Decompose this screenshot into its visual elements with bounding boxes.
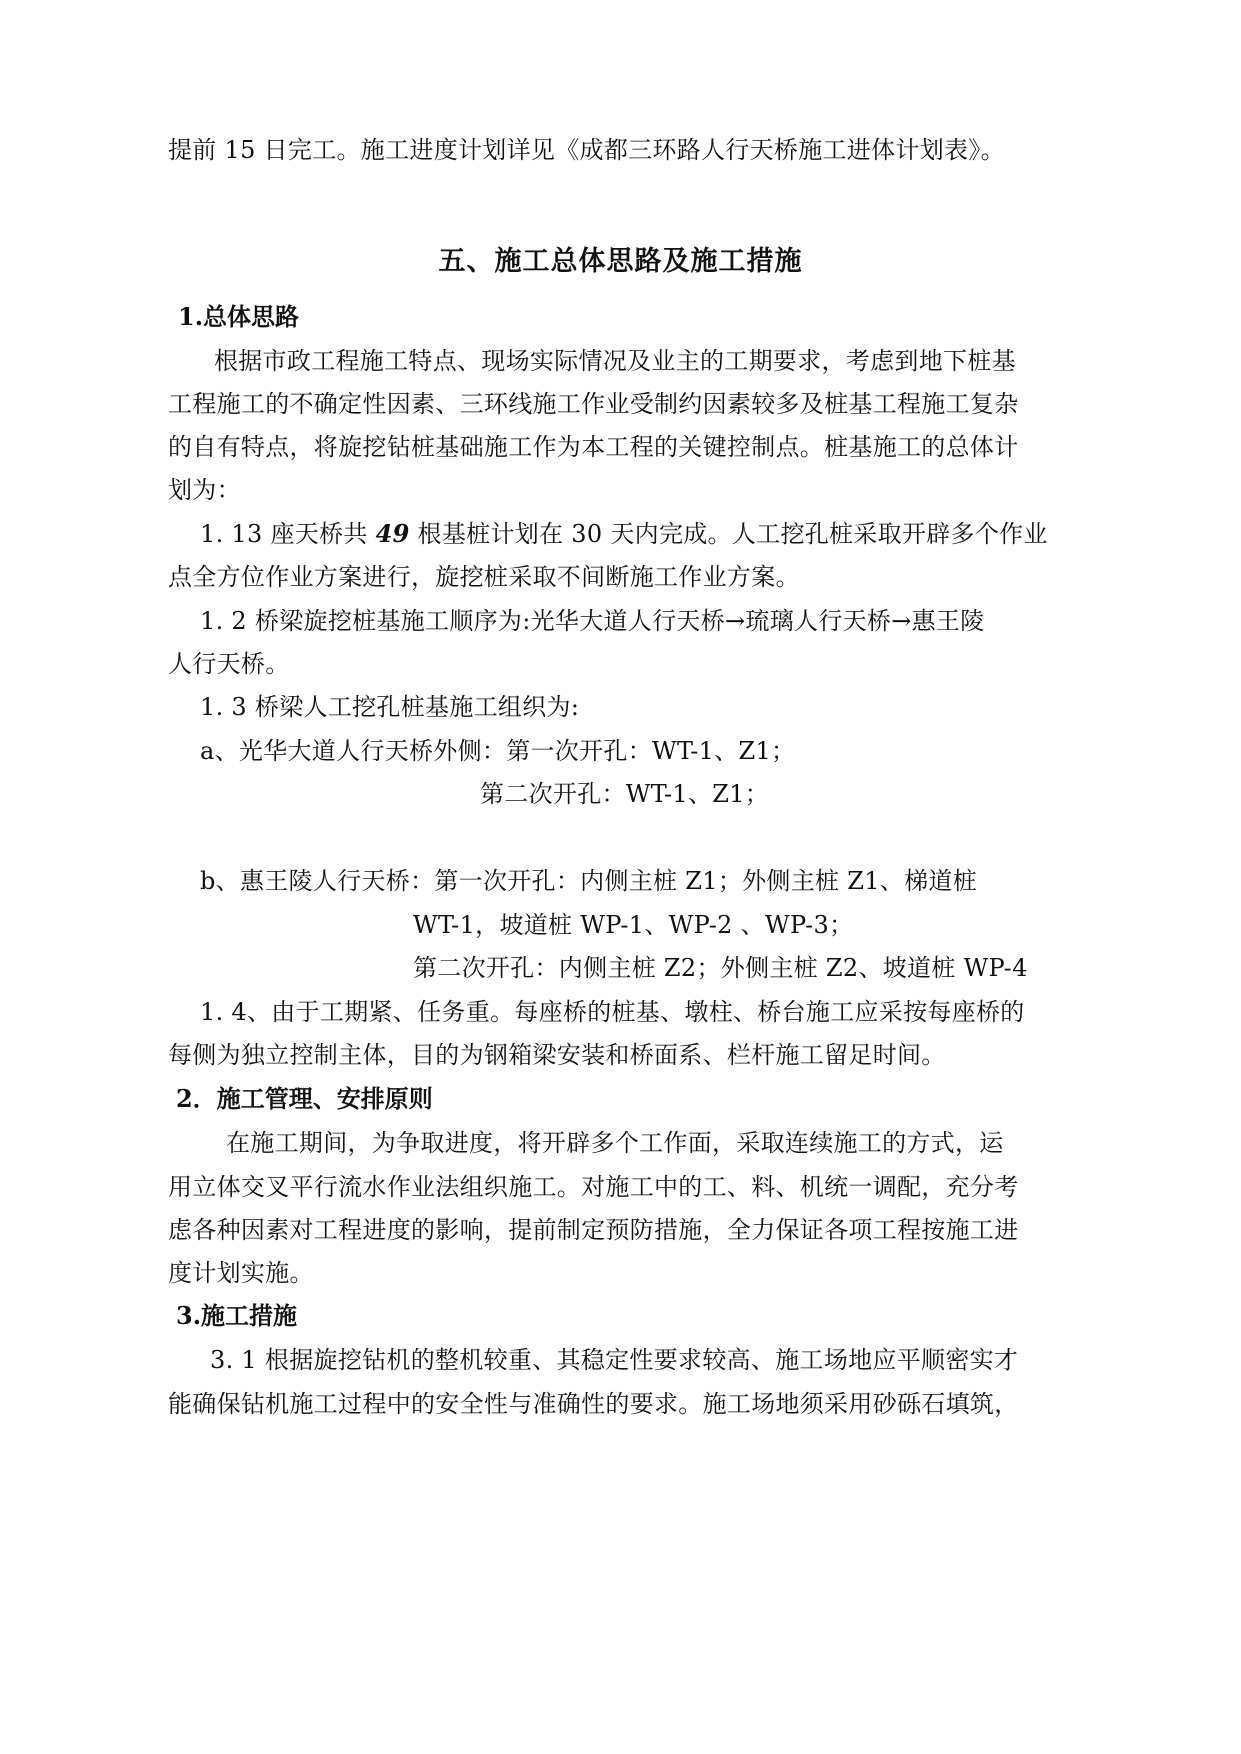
intro-line: 提前 15 日完工。施工进度计划详见《成都三环路人行天桥施工进体计划表》。 <box>168 136 1005 164</box>
item-b-line-3: 第二次开孔：内侧主桩 Z2；外侧主桩 Z2、坡道桩 WP-4 <box>413 954 1028 982</box>
item-1-1-post: 根基桩计划在 30 天内完成。人工挖孔桩采取开辟多个作业 <box>409 520 1048 548</box>
section-1-heading: 1.总体思路 <box>178 302 300 331</box>
item-1-2: 1. 2 桥梁旋挖桩基施工顺序为:光华大道人行天桥→琉璃人行天桥→惠王陵 <box>200 607 985 635</box>
s1-para-line-4: 划为： <box>168 476 241 504</box>
s2-para-line-2: 用立体交叉平行流水作业法组织施工。对施工中的工、料、机统一调配，充分考 <box>168 1173 1019 1201</box>
s2-para-line-1: 在施工期间，为争取进度，将开辟多个工作面，采取连续施工的方式，运 <box>226 1129 1004 1157</box>
item-a-line-2: 第二次开孔：WT-1、Z1； <box>480 780 770 808</box>
item-1-1-pre: 1. 13 座天桥共 <box>200 520 376 548</box>
item-1-4-cont: 每侧为独立控制主体，目的为钢箱梁安装和桥面系、栏杆施工留足时间。 <box>168 1041 946 1069</box>
item-1-3: 1. 3 桥梁人工挖孔桩基施工组织为: <box>200 693 580 721</box>
s3-para-line-1: 3. 1 根据旋挖钻机的整机较重、其稳定性要求较高、施工场地应平顺密实才 <box>210 1346 1019 1374</box>
s1-para-line-1: 根据市政工程施工特点、现场实际情况及业主的工期要求，考虑到地下桩基 <box>214 347 1016 375</box>
item-1-1-count: 49 <box>375 519 410 548</box>
item-1-1 <box>200 517 1048 551</box>
item-b-line-1: b、惠王陵人行天桥：第一次开孔：内侧主桩 Z1；外侧主桩 Z1、梯道桩 <box>200 867 978 895</box>
item-a-line-1: a、光华大道人行天桥外侧：第一次开孔：WT-1、Z1； <box>200 737 796 765</box>
s1-para-line-2: 工程施工的不确定性因素、三环线施工作业受制约因素较多及桩基工程施工复杂 <box>168 390 1019 418</box>
section-3-heading: 3.施工措施 <box>176 1301 298 1330</box>
item-1-2-cont: 人行天桥。 <box>168 650 290 678</box>
item-1-4: 1. 4、由于工期紧、任务重。每座桥的桩基、墩柱、桥台施工应采按每座桥的 <box>200 998 1025 1026</box>
section-2-heading: 2．施工管理、安排原则 <box>176 1084 433 1113</box>
section-title: 五、施工总体思路及施工措施 <box>438 246 803 277</box>
item-b-line-2: WT-1，坡道桩 WP-1、WP-2 、WP-3； <box>413 911 854 939</box>
s2-para-line-4: 度计划实施。 <box>168 1259 314 1287</box>
s1-para-line-3: 的自有特点，将旋挖钻桩基础施工作为本工程的关键控制点。桩基施工的总体计 <box>168 433 1019 461</box>
item-1-1-cont: 点全方位作业方案进行，旋挖桩采取不间断施工作业方案。 <box>168 563 800 591</box>
s3-para-line-2: 能确保钻机施工过程中的安全性与准确性的要求。施工场地须采用砂砾石填筑， <box>168 1390 1019 1418</box>
s2-para-line-3: 虑各种因素对工程进度的影响，提前制定预防措施，全力保证各项工程按施工进 <box>168 1216 1019 1244</box>
